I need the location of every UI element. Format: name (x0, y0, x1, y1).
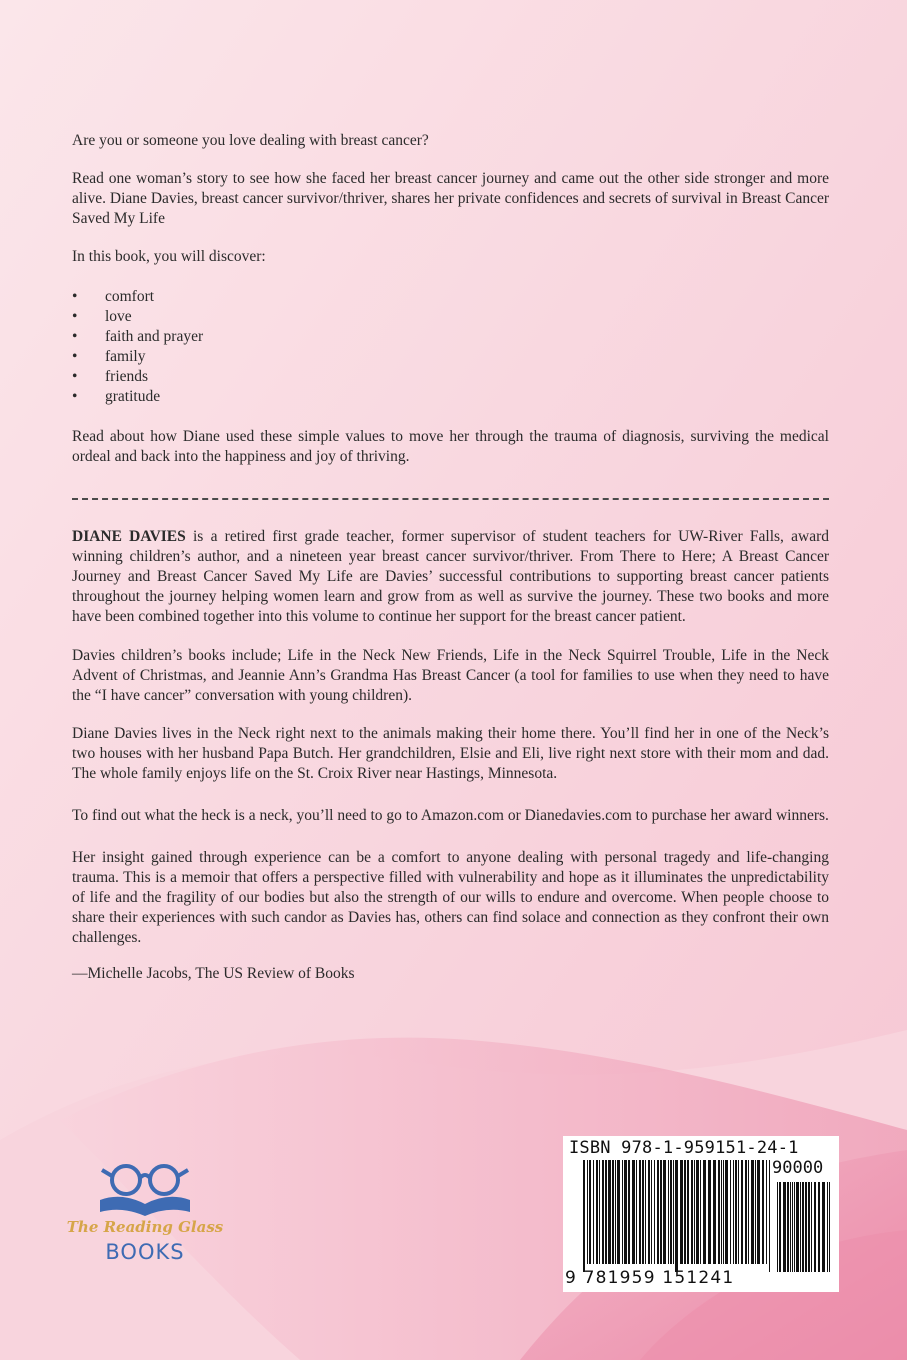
barcode-bar (733, 1160, 734, 1264)
discover-list (72, 287, 203, 407)
bio-paragraph-3: Diane Davies lives in the Neck right next to the animals making their home there. You’ll find her in one of the Neck’s two houses with her husband Papa Butch. Her grandchildren, Elsie and Eli, live right next store with their mom and dad. The whole family enjoys life on the St. Croix River near Hastings, Minnesota. (72, 725, 829, 782)
barcode-bar (766, 1160, 767, 1264)
barcode-bar (769, 1160, 770, 1272)
barcode-bar (827, 1182, 828, 1272)
barcode-bar (802, 1182, 804, 1272)
list-item: • friends (72, 368, 149, 385)
bullet-icon: • (72, 388, 78, 405)
barcode-bar (593, 1160, 594, 1264)
barcode-bar (628, 1160, 630, 1264)
intro-story: Read one woman’s story to see how she faced her breast cancer journey and came out the other side stronger and more alive. Diane Davies, breast cancer survivor/thriver, shares her private confidences and secrets of survival in Breast Cancer Saved My Life (72, 170, 829, 227)
barcode-bar (622, 1160, 623, 1264)
barcode-bar (779, 1182, 781, 1272)
bio-paragraph-2: Davies children’s books include; Life in the Neck New Friends, Life in the Neck Squirrel Trouble, Life in the Neck Advent of Christmas, and Jeannie Ann’s Grandma Has Breast Cancer (a tool for families to use when they need to have the “I have cancer” conversation with young children). (72, 647, 829, 704)
barcode-bar (738, 1160, 739, 1264)
barcode-bar (632, 1160, 635, 1264)
barcode-bar (818, 1182, 820, 1272)
barcode-bar (636, 1160, 637, 1264)
list-item: • comfort (72, 288, 155, 305)
barcode-bar (617, 1160, 620, 1264)
bio-paragraph-4: To find out what the heck is a neck, you’ll need to go to Amazon.com or Dianedavies.com to purchase her award winners. (72, 807, 829, 824)
ean-digits: 9 781959 151241 (565, 1268, 735, 1288)
list-item: • faith and prayer (72, 328, 204, 345)
isbn-barcode (563, 1136, 839, 1292)
publisher-books-word: BOOKS (105, 1240, 185, 1264)
barcode-bar (608, 1160, 611, 1264)
barcode-bar (657, 1160, 659, 1264)
barcode-bar (624, 1160, 627, 1264)
barcode-bar (792, 1182, 793, 1272)
barcode-bar (787, 1182, 789, 1272)
barcode-bar (654, 1160, 655, 1264)
barcode-bar (800, 1182, 801, 1272)
barcode-bar (691, 1160, 693, 1264)
barcode-bar (777, 1182, 778, 1272)
barcode-bar (694, 1160, 695, 1264)
barcode-bar (741, 1160, 743, 1264)
intro-closing: Read about how Diane used these simple values to move her through the trauma of diagnosis, surviving the medical ordeal and back into the happiness and joy of thriving. (72, 428, 829, 465)
barcode-bar (645, 1160, 646, 1264)
barcode-bar (660, 1160, 662, 1264)
barcode-bar (829, 1182, 830, 1272)
barcode-bar (723, 1160, 724, 1264)
barcode-bar (755, 1160, 756, 1264)
barcode-bar (794, 1182, 795, 1272)
barcode-bar (673, 1160, 674, 1264)
barcode-bar (783, 1182, 786, 1272)
barcode-bar (708, 1160, 711, 1264)
barcode-bar (796, 1182, 799, 1272)
bullet-icon: • (72, 368, 78, 385)
barcode-bar (589, 1160, 591, 1264)
barcode-bar (675, 1160, 678, 1272)
barcode-bar (612, 1160, 614, 1264)
barcode-bar (663, 1160, 666, 1264)
bio-paragraph-1: DIANE DAVIES is a retired first grade teacher, former supervisor of student teachers for UW-River Falls, award winning children’s author, and a nineteen year breast cancer survivor/thriver. From There to Here; A Breast Cancer Journey and Breast Cancer Saved My Life are Davies’ successful contributions to supporting breast cancer patients throughout the journey helping women learn and grow from as well as survive the journey. These two books and more have been combined together into this volume to continue her support for the breast cancer patient. (72, 528, 830, 625)
barcode-bar (748, 1160, 749, 1264)
list-item: • family (72, 348, 146, 365)
barcode-bar (805, 1182, 807, 1272)
barcode-bar (730, 1160, 731, 1264)
barcode-bar (583, 1160, 585, 1272)
barcode-bar (790, 1182, 791, 1272)
barcode-bar (757, 1160, 760, 1264)
reading-glasses-icon (60, 1160, 230, 1222)
barcode-bar (680, 1160, 683, 1264)
author-name: DIANE DAVIES (72, 528, 186, 545)
barcode-bar (684, 1160, 686, 1264)
barcode-bar (703, 1160, 706, 1264)
barcode-bar (605, 1160, 607, 1264)
review-attribution: —Michelle Jacobs, The US Review of Books (72, 965, 355, 982)
barcode-bar (808, 1182, 810, 1272)
intro-question: Are you or someone you love dealing with breast cancer? (72, 132, 429, 149)
discover-lead: In this book, you will discover: (72, 248, 266, 265)
barcode-bar (811, 1182, 812, 1272)
barcode-bar (718, 1160, 720, 1264)
barcode-bar (599, 1160, 600, 1264)
barcode-bar (596, 1160, 598, 1264)
barcode-bar (651, 1160, 652, 1264)
barcode-bar (696, 1160, 699, 1264)
barcode-bar (762, 1160, 764, 1264)
isbn-label: ISBN 978-1-959151-24-1 (569, 1138, 799, 1158)
bullet-icon: • (72, 328, 78, 345)
barcode-bar (751, 1160, 754, 1264)
barcode-bar (700, 1160, 701, 1264)
price-code: 90000 (772, 1158, 824, 1178)
barcode-bar (642, 1160, 644, 1264)
bullet-icon: • (72, 348, 78, 365)
barcode-bar (670, 1160, 672, 1264)
barcode-bar (668, 1160, 669, 1264)
barcode-bar (713, 1160, 716, 1264)
barcode-bar (602, 1160, 604, 1264)
publisher-logo (60, 1160, 230, 1280)
bullet-icon: • (72, 288, 78, 305)
review-quote: Her insight gained through experience can be a comfort to anyone dealing with personal tragedy and life-changing trauma. This is a memoir that offers a perspective filled with vulnerability and hope as it illuminates the unpredictability of life and the fragility of our bodies but also the strength of our wills to endure and overcome. When people choose to share their experiences with such candor as Davies has, others can find solace and connection as they confront their own challenges. (72, 849, 829, 946)
barcode-bar (615, 1160, 616, 1264)
list-item: • gratitude (72, 388, 161, 405)
barcode-bar (822, 1182, 825, 1272)
barcode-bar (648, 1160, 650, 1264)
bullet-icon: • (72, 308, 78, 325)
barcode-bar (745, 1160, 747, 1264)
barcode-bar (687, 1160, 689, 1264)
barcode-bar (725, 1160, 728, 1264)
barcode-bar (639, 1160, 641, 1264)
barcode-bar (814, 1182, 816, 1272)
barcode-bar (735, 1160, 737, 1264)
barcode-bar (587, 1160, 588, 1264)
barcode-bar (721, 1160, 722, 1264)
list-item: • love (72, 308, 132, 325)
publisher-script-name: The Reading Glass (66, 1218, 224, 1236)
dashed-divider (72, 498, 829, 500)
